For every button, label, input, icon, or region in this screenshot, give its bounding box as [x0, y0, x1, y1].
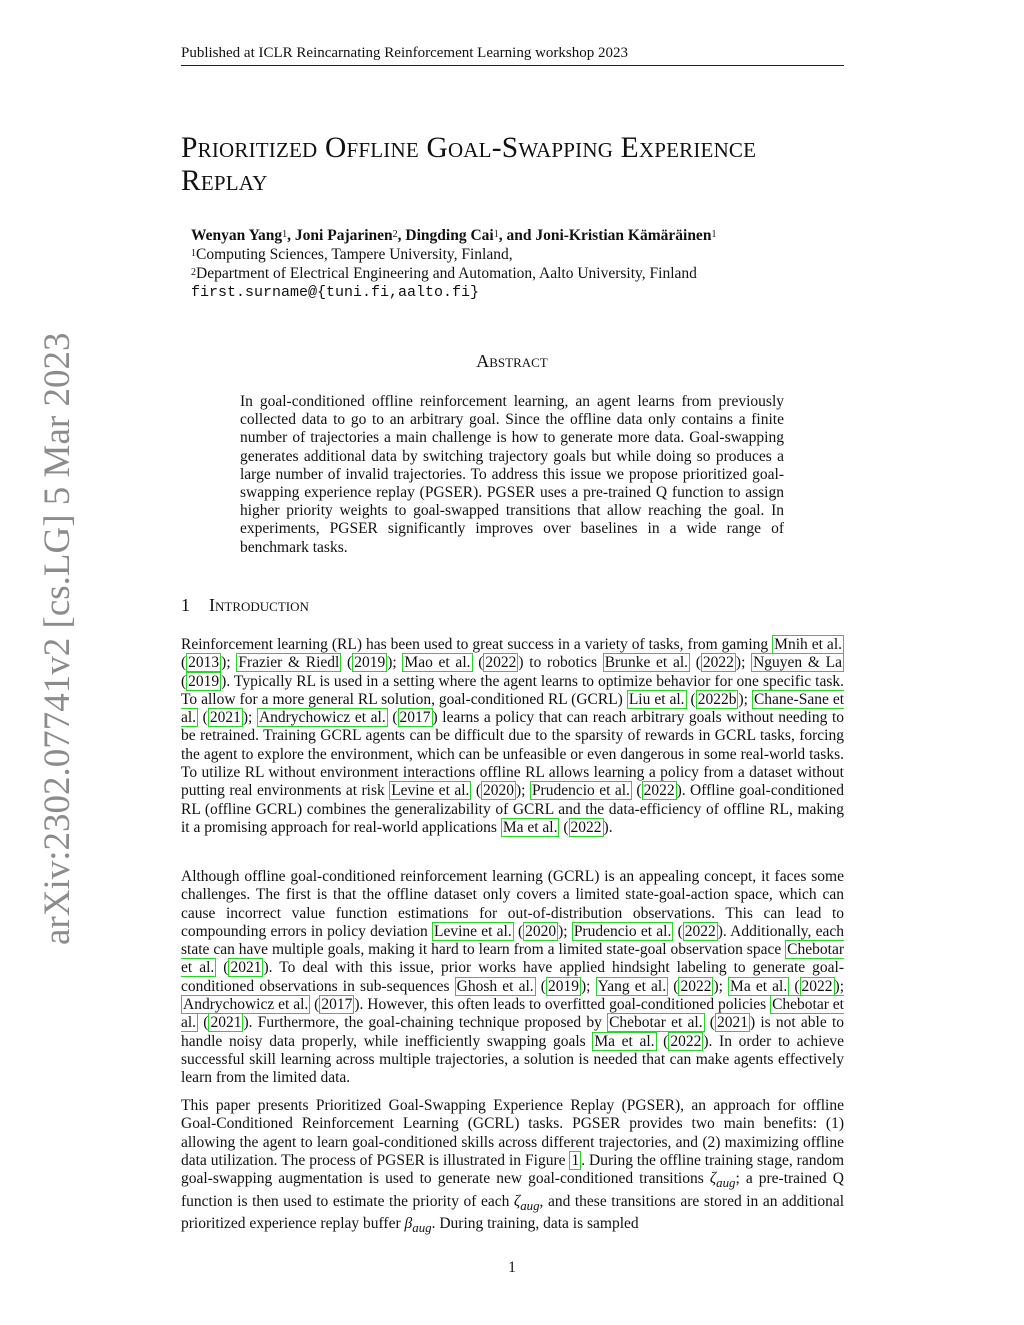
citation-year-link[interactable]: 2022: [801, 977, 833, 995]
text-run: (: [686, 690, 696, 708]
citation-year-link[interactable]: 2022: [702, 654, 734, 672]
citation-year-link[interactable]: 2022: [670, 1032, 702, 1050]
text-run: ). Furthermore, the goal-chaining technique proposed by: [243, 1014, 608, 1032]
text-run: (: [341, 654, 353, 672]
affiliation-text: Computing Sciences, Tampere University, Finland,: [196, 246, 513, 263]
citation-link[interactable]: Frazier & Riedl: [238, 654, 340, 672]
text-run: (: [216, 959, 229, 977]
citation-link[interactable]: Prudencio et al.: [531, 782, 630, 800]
citation-year-link[interactable]: 2022: [680, 977, 712, 995]
page-number: 1: [508, 1259, 516, 1276]
citation-year-link[interactable]: 2022: [684, 922, 716, 940]
math-zeta-aug: [513, 1192, 540, 1213]
text-run: . During the offline training stage, random goal-swapping augmentation is used to generate new goal-conditioned transitions: [181, 1151, 845, 1188]
text-run: , and these transitions are stored in an additional prioritized experience replay buffer: [181, 1192, 845, 1232]
text-run: );: [387, 654, 403, 672]
citation-link[interactable]: Ma et al.: [502, 818, 558, 836]
text-run: ; a pre-trained Q function is then used to estimate the priority of each: [181, 1170, 844, 1210]
running-header: Published at ICLR Reincarnating Reinforcement Learning workshop 2023: [181, 45, 628, 61]
author-name: and Joni-Kristian Kämäräinen: [506, 227, 712, 244]
citation-link[interactable]: Andrychowicz et al.: [183, 996, 309, 1014]
affiliation-mark: 1: [191, 248, 196, 259]
text-run: (: [181, 654, 187, 672]
math-symbol: ζ: [709, 1170, 717, 1188]
author-email: first.surname@{tuni.fi,aalto.fi}: [191, 284, 480, 301]
figure-reference-link[interactable]: 1: [571, 1151, 580, 1169]
citation-link[interactable]: Liu et al.: [628, 690, 685, 708]
text-run: (: [690, 654, 701, 672]
author-names: Wenyan Yang$^1$, Joni Pajarinen$^2$, Dingding Cai$^1$, and Joni-Kristian Kämäräinen$^1$: [191, 227, 717, 244]
paper-title: Prioritized Offline Goal-Swapping Experience Replay: [181, 132, 757, 197]
citation-year-link[interactable]: 2019: [188, 672, 220, 690]
intro-paragraph-3: [181, 1097, 844, 1237]
math-beta-aug: [404, 1214, 432, 1236]
author-name: Wenyan Yang: [191, 227, 283, 244]
citation-year-link[interactable]: 2021: [716, 1014, 748, 1032]
text-run: (: [559, 818, 569, 836]
affiliation-mark: 2: [392, 229, 398, 240]
author-name: Joni Pajarinen: [294, 227, 393, 244]
citation-year-link[interactable]: 2020: [483, 782, 515, 800]
citation-link[interactable]: Mao et al.: [404, 654, 471, 672]
text-run: ). To deal with this issue, prior works have applied hindsight labeling to generate goal-conditioned observations in sub-sequences: [181, 959, 844, 995]
text-run: (: [513, 922, 524, 940]
text-run: ). However, this often leads to overfitted goal-conditioned policies: [354, 996, 771, 1014]
citation-year-link[interactable]: 2021: [230, 959, 262, 977]
citation-link[interactable]: Chane-Sane et al.: [181, 690, 844, 727]
citation-link[interactable]: Brunke et al.: [604, 654, 689, 672]
citation-link[interactable]: Levine et al.: [391, 782, 470, 800]
text-run: (: [198, 709, 208, 727]
affiliation-mark: 1: [282, 229, 288, 240]
citation-year-link[interactable]: 2019: [547, 977, 579, 995]
citation-year-link[interactable]: 2022: [643, 782, 675, 800]
author-block: [191, 226, 831, 302]
citation-link[interactable]: Chebotar et al.: [181, 996, 844, 1032]
citation-link[interactable]: Prudencio et al.: [573, 922, 672, 940]
citation-link[interactable]: Chebotar et al.: [609, 1014, 703, 1032]
math-symbol: β: [404, 1214, 413, 1232]
text-run: );: [558, 922, 572, 940]
citation-year-link[interactable]: 2020: [525, 922, 557, 940]
citation-year-link[interactable]: 2017: [321, 996, 353, 1014]
citation-year-link[interactable]: 2013: [188, 654, 220, 672]
section-number: 1: [181, 595, 190, 615]
math-symbol: ζ: [513, 1192, 521, 1210]
text-run: This paper presents Prioritized Goal-Swapping Experience Replay (PGSER), an approach for offline Goal-Conditioned Reinforcement Learning (GCRL) tasks. PGSER provides two main benefits: (1) allowing the agent to learn goal-conditioned skills across different trajectories, and (2) maximizing offline data utilization. The process of PGSER is illustrated in Figure: [181, 1097, 844, 1169]
arxiv-identifier: arXiv:2302.07741v2 [cs.LG] 5 Mar 2023: [37, 332, 78, 945]
section-title: Introduction: [209, 595, 309, 615]
text-run: ) is not able to handle noisy data properly, while inefficiently swapping goals: [181, 1014, 845, 1050]
affiliation-mark: 1: [711, 229, 717, 240]
citation-year-link[interactable]: 2019: [354, 654, 386, 672]
text-run: (: [310, 996, 320, 1014]
citation-link[interactable]: Chebotar et al.: [181, 941, 844, 977]
text-run: (: [668, 977, 679, 995]
text-run: (: [472, 654, 484, 672]
affiliation-mark: 2: [191, 267, 196, 278]
text-run: );: [735, 654, 752, 672]
text-run: ) to robotics: [518, 654, 603, 672]
affiliation-2: [191, 264, 831, 283]
citation-year-link[interactable]: 2017: [399, 709, 431, 727]
text-run: (: [704, 1014, 715, 1032]
intro-paragraph-1: [181, 636, 844, 837]
text-run: (: [631, 782, 642, 800]
citation-link[interactable]: Ma et al.: [730, 977, 788, 995]
text-run: (: [471, 782, 482, 800]
text-run: . During training, data is sampled: [431, 1214, 639, 1232]
header-rule: [181, 65, 844, 66]
citation-link[interactable]: Ghosh et al.: [456, 977, 534, 995]
text-run: );: [221, 654, 237, 672]
text-run: ). Additionally, each state can have multiple goals, making it hard to learn from a limited state-goal observation space: [181, 922, 844, 959]
affiliation-mark: 1: [493, 229, 499, 240]
math-subscript: aug: [412, 1220, 432, 1236]
text-run: Reinforcement learning (RL) has been used to great success in a variety of tasks, from gaming: [181, 636, 773, 653]
section-heading-introduction: [181, 595, 844, 616]
citation-year-link[interactable]: 2021: [210, 1014, 242, 1032]
text-run: );: [834, 977, 845, 995]
citation-link[interactable]: Andrychowicz et al.: [258, 709, 386, 727]
abstract-heading: Abstract: [476, 351, 548, 371]
text-run: );: [516, 782, 530, 800]
text-run: ) learns a policy that can reach arbitrary goals without needing to be retrained. Training GCRL agents can be difficult due to the sparsity of rewards in GCRL tasks, forcing the agent to explore the environment, which can be unfeasible or even dangerous in some real-world tasks. To utilize RL without environment interactions offline RL allows learning a policy from a dataset without putting real environments at risk: [181, 709, 845, 800]
math-zeta-aug: [709, 1170, 736, 1191]
text-run: ). In order to achieve successful skill learning across multiple trajectories, a solution is needed that can make agents effectively learn from the limited data.: [181, 1032, 844, 1087]
text-run: );: [580, 977, 596, 995]
text-run: (: [673, 922, 683, 940]
citation-year-link[interactable]: 2022b: [697, 690, 737, 708]
text-run: (: [387, 709, 398, 727]
text-run: (: [535, 977, 546, 995]
citation-link[interactable]: Levine et al.: [433, 922, 512, 940]
text-run: ). Typically RL is used in a setting where the agent learns to optimize behavior for one specific task. To allow for a more general RL solution, goal-conditioned RL (GCRL): [181, 672, 844, 708]
citation-year-link[interactable]: 2022: [485, 654, 517, 672]
text-run: Although offline goal-conditioned reinforcement learning (GCRL) is an appealing concept, it faces some challenges. The first is that the offline dataset only covers a limited state-goal-action space, which can cause incorrect value function estimations for out-of-distribution observations. This can lead to compounding errors in policy deviation: [181, 868, 844, 940]
text-run: );: [713, 977, 729, 995]
text-run: (: [198, 1014, 209, 1032]
citation-year-link[interactable]: 2022: [570, 818, 602, 836]
text-run: ). Offline goal-conditioned RL (offline GCRL) combines the generalizability of GCRL and the data-efficiency of offline RL, making it a promising approach for real-world applications: [181, 782, 845, 836]
citation-year-link[interactable]: 2021: [209, 709, 241, 727]
math-subscript: aug: [716, 1175, 736, 1191]
text-run: (: [181, 672, 187, 690]
text-run: (: [789, 977, 800, 995]
abstract-body: In goal-conditioned offline reinforcement learning, an agent learns from previously collected data to go to an arbitrary goal. Since the offline data only contains a finite number of trajectories a main challenge is how to generate more data. Goal-swapping generates additional data by switching trajectory goals but while doing so produces a large number of invalid trajectories. To address this issue we propose prioritized goal-swapping experience replay (PGSER). PGSER uses a pre-trained Q function to assign higher priority weights to goal-swapped transitions that allow reaching the goal. In experiments, PGSER significantly improves over baselines in a wide range of benchmark tasks.: [240, 393, 784, 556]
text-run: );: [242, 709, 257, 727]
author-name: Dingding Cai: [405, 227, 494, 244]
text-run: (: [656, 1032, 669, 1050]
citation-link[interactable]: Ma et al.: [594, 1032, 655, 1050]
intro-paragraph-2: [181, 868, 844, 1088]
text-run: );: [738, 690, 752, 708]
math-subscript: aug: [520, 1197, 540, 1213]
affiliation-1: [191, 245, 831, 264]
citation-link[interactable]: Mnih et al.: [774, 636, 842, 653]
text-run: ).: [603, 818, 613, 836]
affiliation-text: Department of Electrical Engineering and Automation, Aalto University, Finland: [196, 265, 697, 282]
citation-link[interactable]: Yang et al.: [597, 977, 667, 995]
citation-link[interactable]: Nguyen & La: [753, 654, 843, 672]
